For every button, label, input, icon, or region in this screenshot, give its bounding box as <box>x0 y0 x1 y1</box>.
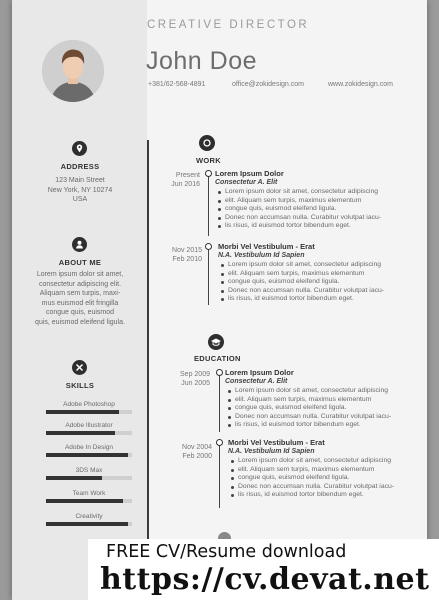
education-entry <box>228 438 428 500</box>
work-heading: WORK <box>196 156 221 165</box>
date-end: Nov 2015 <box>172 247 202 254</box>
bullet-item: Donec non accumsan nulla. Curabitur volutpat iacu- <box>228 287 418 296</box>
skills-heading: SKILLS <box>65 381 95 390</box>
entry-subtitle: N.A. Vestibulum Id Sapien <box>228 448 315 455</box>
date-start: Jun 2005 <box>181 380 210 387</box>
bullet-item: congue quis, euismod eleifend ligula. <box>228 278 418 287</box>
address-heading: ADDRESS <box>60 162 100 171</box>
bullet-item: elit. Aliquam sem turpis, maximus elementum <box>238 466 428 475</box>
bullet-list <box>215 188 415 231</box>
address-line: New York, NY 10274 <box>47 186 113 194</box>
work-entry <box>215 169 415 231</box>
skill-bar <box>46 453 132 457</box>
date-start: Feb 2000 <box>182 453 212 460</box>
entry-subtitle: Consectetur A. Elit <box>215 179 278 186</box>
bullet-item: Donec non accumsan nulla. Curabitur volutpat iacu- <box>225 214 415 223</box>
about-line: quis, euismod eleifend ligula. <box>35 318 125 326</box>
avatar <box>42 40 104 102</box>
skill-bar-fill <box>46 522 128 526</box>
timeline-line <box>208 172 209 236</box>
about-heading: ABOUT ME <box>58 258 102 267</box>
about-line: Aliquam sem turpis, maxi- <box>39 290 121 297</box>
about-line: mus euismod elit fringilla <box>41 299 119 307</box>
about-line: Lorem ipsum dolor sit amet, <box>36 271 124 278</box>
date-end: Sep 2009 <box>180 371 210 378</box>
user-icon <box>72 237 87 252</box>
address-line: USA <box>72 196 88 203</box>
skill-label: Team Work <box>72 490 106 497</box>
timeline-dot <box>205 243 212 250</box>
timeline-dot <box>216 439 223 446</box>
bullet-item: lis risus, id euismod tortor bibendum eget. <box>225 222 415 231</box>
bullet-item: lis risus, id euismod tortor bibendum eget. <box>235 421 425 430</box>
bullet-list <box>225 387 425 430</box>
date-range <box>168 370 210 388</box>
job-title: CREATIVE DIRECTOR <box>147 19 310 31</box>
bullet-item: elit. Aliquam sem turpis, maximus elementum <box>228 270 418 279</box>
skill-bar-fill <box>46 499 123 503</box>
entry-title: Morbi Vel Vestibulum - Erat <box>228 438 325 447</box>
date-range <box>158 171 200 189</box>
bullet-item: elit. Aliquam sem turpis, maximus elementum <box>235 396 425 405</box>
bullet-item: elit. Aliquam sem turpis, maximus elementum <box>225 197 415 206</box>
skill-bar-fill <box>46 410 119 414</box>
entry-title: Lorem Ipsum Dolor <box>215 169 284 178</box>
date-range <box>170 443 212 461</box>
about-text <box>20 270 140 327</box>
bullet-item: lis risus, id euismod tortor bibendum eget. <box>238 491 428 500</box>
person-name: John Doe <box>146 47 258 75</box>
entry-title: Morbi Vel Vestibulum - Erat <box>218 242 315 251</box>
phone-text: +381/62-568-4891 <box>148 81 206 88</box>
entry-title: Lorem Ipsum Dolor <box>225 368 294 377</box>
skill-bar <box>46 522 132 526</box>
timeline-line <box>208 250 209 305</box>
skill-bar <box>46 476 132 480</box>
skill-bar <box>46 410 132 414</box>
education-heading: EDUCATION <box>194 354 241 363</box>
skill-bar <box>46 431 132 435</box>
date-range <box>160 246 202 264</box>
banner-caption: FREE CV/Resume download <box>106 542 347 562</box>
about-line: consectetur adipiscing elit. <box>38 280 122 288</box>
tools-icon <box>72 360 87 375</box>
timeline-line <box>219 446 220 508</box>
bullet-item: Lorem ipsum dolor sit amet, consectetur adipiscing <box>238 457 428 466</box>
skill-label: 3DS Max <box>75 467 103 474</box>
bullet-list <box>228 457 428 500</box>
timeline-line <box>219 372 220 432</box>
entry-subtitle: N.A. Vestibulum Id Sapien <box>218 252 305 259</box>
bullet-item: Donec non accumsan nulla. Curabitur volutpat iacu- <box>235 413 425 422</box>
bullet-item: congue quis, euismod eleifend ligula. <box>235 404 425 413</box>
location-pin-icon <box>72 141 87 156</box>
skill-label: Creativity <box>75 513 103 520</box>
bullet-item: lis risus, id euismod tortor bibendum eget. <box>228 295 418 304</box>
bullet-item: congue quis, euismod eleifend ligula. <box>225 205 415 214</box>
work-entry <box>218 242 418 304</box>
date-start: Feb 2010 <box>172 256 202 263</box>
timeline-dot <box>205 170 212 177</box>
skill-label: Adobe Illustrator <box>65 422 113 429</box>
entry-subtitle: Consectetur A. Elit <box>225 378 288 385</box>
bullet-list <box>218 261 418 304</box>
bullet-item: Lorem ipsum dolor sit amet, consectetur adipiscing <box>235 387 425 396</box>
email-link[interactable]: office@zokidesign.com <box>232 81 304 88</box>
column-divider <box>147 140 149 560</box>
graduation-cap-icon <box>208 334 224 350</box>
skill-bar-fill <box>46 453 128 457</box>
banner-url[interactable]: https://cv.devat.net <box>100 562 430 597</box>
bullet-item: Lorem ipsum dolor sit amet, consectetur adipiscing <box>225 188 415 197</box>
skill-label: Adobe In Design <box>64 444 114 451</box>
skill-bar-fill <box>46 431 115 435</box>
date-end: Present <box>175 172 200 179</box>
bullet-item: Donec non accumsan nulla. Curabitur volutpat iacu- <box>238 483 428 492</box>
date-start: Jun 2016 <box>171 181 200 188</box>
address-line: 123 Main Street <box>55 177 105 184</box>
skill-bar-fill <box>46 476 102 480</box>
website-link[interactable]: www.zokidesign.com <box>328 81 393 88</box>
bullet-item: congue quis, euismod eleifend ligula. <box>238 474 428 483</box>
skill-label: Adobe Photoshop <box>63 401 115 408</box>
address-text <box>20 176 140 205</box>
bullet-item: Lorem ipsum dolor sit amet, consectetur adipiscing <box>228 261 418 270</box>
about-line: congue quis, euismod <box>45 309 115 316</box>
education-entry <box>225 368 425 430</box>
date-end: Nov 2004 <box>182 444 212 451</box>
briefcase-icon <box>199 135 215 151</box>
skill-bar <box>46 499 132 503</box>
timeline-dot <box>216 369 223 376</box>
